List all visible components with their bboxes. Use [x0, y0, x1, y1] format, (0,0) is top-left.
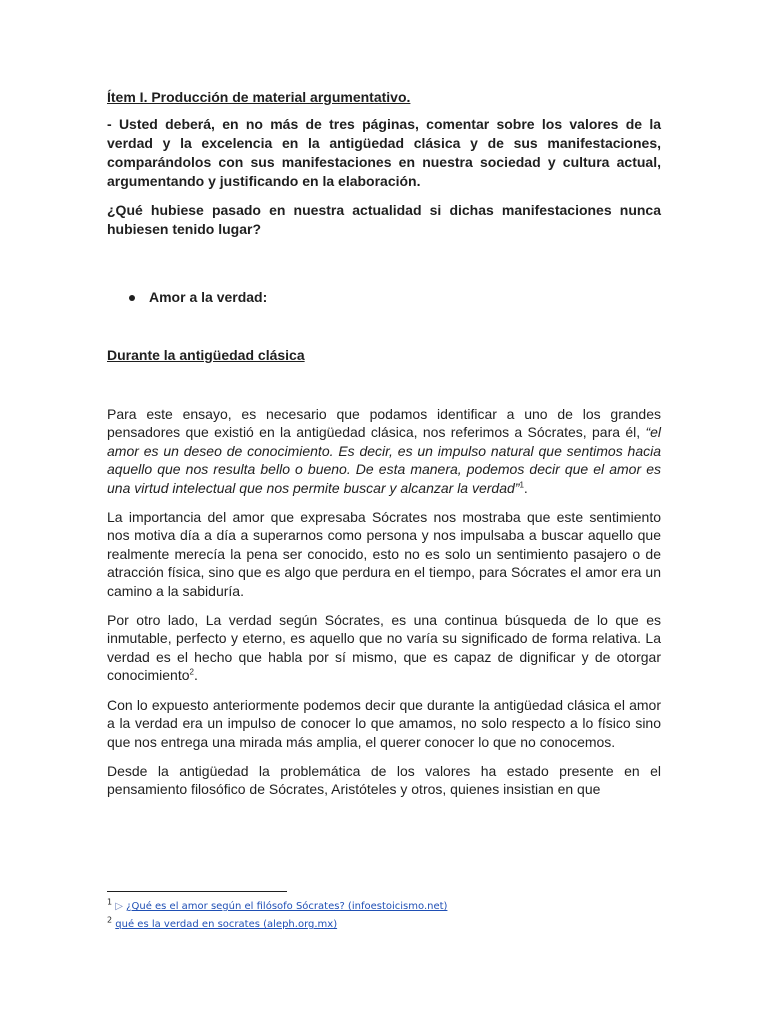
item-title: Ítem I. Producción de material argumentativo.	[107, 89, 411, 105]
bullet-item	[129, 288, 267, 307]
footnote-1	[107, 897, 448, 913]
footnote-ref-2[interactable]: 2	[189, 667, 194, 677]
instruction-text: - Usted deberá, en no más de tres páginas, comentar sobre los valores de la verdad y la excelencia en la antigüedad clásica y de sus manifestaciones, comparándolos con sus manifestaciones en nuestra sociedad y cultura actual, argumentando y justificando en la elaboración.	[107, 116, 661, 189]
play-arrow-icon: ▷	[115, 901, 123, 912]
paragraph-1-end: .	[523, 479, 528, 496]
question-text: ¿Qué hubiese pasado en nuestra actualidad si dichas manifestaciones nunca hubiesen tenido lugar?	[107, 202, 661, 237]
paragraph-3-text: Por otro lado, La verdad según Sócrates, es una continua búsqueda de lo que es inmutable, perfecto y eterno, es aquello que no varía su significado de forma relativa. La verdad es el hecho que habla por sí mismo, que es capaz de dignificar y de otorgar conocimiento	[107, 612, 661, 684]
section-heading: Durante la antigüedad clásica	[107, 347, 305, 363]
body-text	[107, 405, 661, 810]
paragraph-5: Desde la antigüedad la problemática de los valores ha estado presente en el pensamiento filosófico de Sócrates, Aristóteles y otros, quienes insistian en que	[107, 762, 661, 798]
bullet-dot-icon	[129, 295, 135, 301]
paragraph-1-text: Para este ensayo, es necesario que podamos identificar a uno de los grandes pensadores que existió en la antigüedad clásica, nos referimos a Sócrates, para él,	[107, 406, 661, 441]
paragraph-1	[107, 405, 661, 497]
footnote-2	[107, 915, 338, 931]
paragraph-3	[107, 611, 661, 685]
paragraph-2: La importancia del amor que expresaba Sócrates nos mostraba que este sentimiento nos motiva día a día a superarnos como persona y nos impulsaba a buscar aquello que realmente merecía la pena ser conocido, esto no es solo un sentimiento pasajero o de atracción física, sino que es algo que perdura en el tiempo, para Sócrates el amor era un camino a la sabiduría.	[107, 509, 661, 599]
footnote-ref-1[interactable]: 1	[519, 479, 524, 489]
footnote-separator	[107, 891, 287, 892]
document-page	[107, 88, 661, 798]
footnote-2-number: 2	[107, 915, 113, 925]
paragraph-1-quote: “el amor es un deseo de conocimiento. Es decir, es un impulso natural que sentimos hacia aquello que nos resulta bello o bueno. De esta manera, podemos decir que el amor es una virtud intelectual que nos permite buscar y alcanzar la verdad”	[107, 424, 661, 496]
paragraph-3-end: .	[193, 667, 198, 684]
bullet-label: Amor a la verdad:	[149, 289, 268, 305]
footnote-1-number: 1	[107, 897, 113, 907]
footnote-2-link[interactable]: qué es la verdad en socrates (aleph.org.mx)	[115, 919, 338, 930]
paragraph-4: Con lo expuesto anteriormente podemos decir que durante la antigüedad clásica el amor a la verdad era un impulso de conocer lo que amamos, no solo respecto a lo físico sino que nos entrega una mirada más amplia, el querer conocer lo que no conocemos.	[107, 696, 661, 750]
footnote-1-link[interactable]: ¿Qué es el amor según el filósofo Sócrates? (infoestoicismo.net)	[126, 901, 448, 912]
